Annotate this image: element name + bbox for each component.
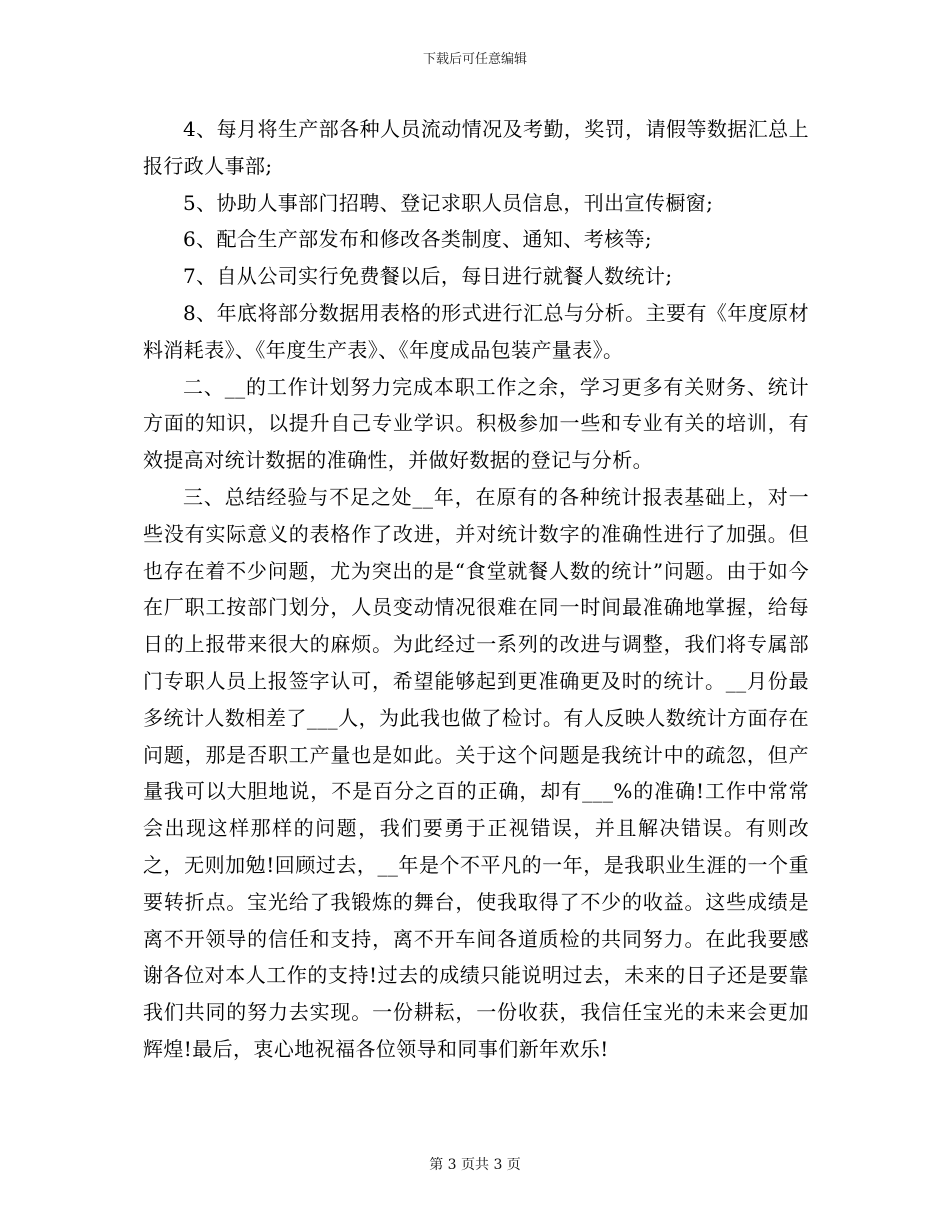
paragraph-section-2: 二、__的工作计划努力完成本职工作之余，学习更多有关财务、统计方面的知识，以提升自己专业学识。积极参加一些和专业有关的培训，有效提高对统计数据的准确性，并做好数据的登记与分析。 [143, 374, 809, 473]
paragraph-item-6: 6、配合生产部发布和修改各类制度、通知、考核等; [183, 227, 653, 252]
paragraph-item-7: 7、自从公司实行免费餐以后，每日进行就餐人数统计; [183, 264, 673, 289]
page-header: 下载后可任意编辑 [422, 52, 527, 67]
paragraph-item-8: 8、年底将部分数据用表格的形式进行汇总与分析。主要有《年度原材料消耗表》、《年度生产表》、《年度成品包装产量表》。 [143, 300, 809, 362]
paragraph-item-4: 4、每月将生产部各种人员流动情况及考勤，奖罚，请假等数据汇总上报行政人事部; [143, 117, 809, 178]
paragraph-item-5: 5、协助人事部门招聘、登记求职人员信息，刊出宣传橱窗; [183, 190, 714, 215]
page-footer: 第 3 页共 3 页 [429, 1157, 521, 1173]
document-body [143, 111, 809, 1068]
paragraph-section-3: 三、总结经验与不足之处__年，在原有的各种统计报表基础上，对一些没有实际意义的表格作了改进，并对统计数字的准确性进行了加强。但也存在着不少问题，尤为突出的是“食堂就餐人数的统计”问题。由于如今在厂职工按部门划分，人员变动情况很难在同一时间最准确地掌握，给每日的上报带来很大的麻烦。为此经过一系列的改进与调整，我们将专属部门专职人员上报签字认可，希望能够起到更准确更及时的统计。__月份最多统计人数相差了___人，为此我也做了检讨。有人反映人数统计方面存在问题，那是否职工产量也是如此。关于这个问题是我统计中的疏忽，但产量我可以大胆地说，不是百分之百的正确，却有___%的准确!工作中常常会出现这样那样的问题，我们要勇于正视错误，并且解决错误。有则改之，无则加勉!回顾过去，__年是个不平凡的一年，是我职业生涯的一个重要转折点。宝光给了我锻炼的舞台，使我取得了不少的收益。这些成绩是离不开领导的信任和支持，离不开车间各道质检的共同努力。在此我要感谢各位对本人工作的支持!过去的成绩只能说明过去，未来的日子还是要靠我们共同的努力去实现。一份耕耘，一份收获，我信任宝光的未来会更加辉煌!最后，衷心地祝福各位领导和同事们新年欢乐! [143, 484, 809, 1061]
